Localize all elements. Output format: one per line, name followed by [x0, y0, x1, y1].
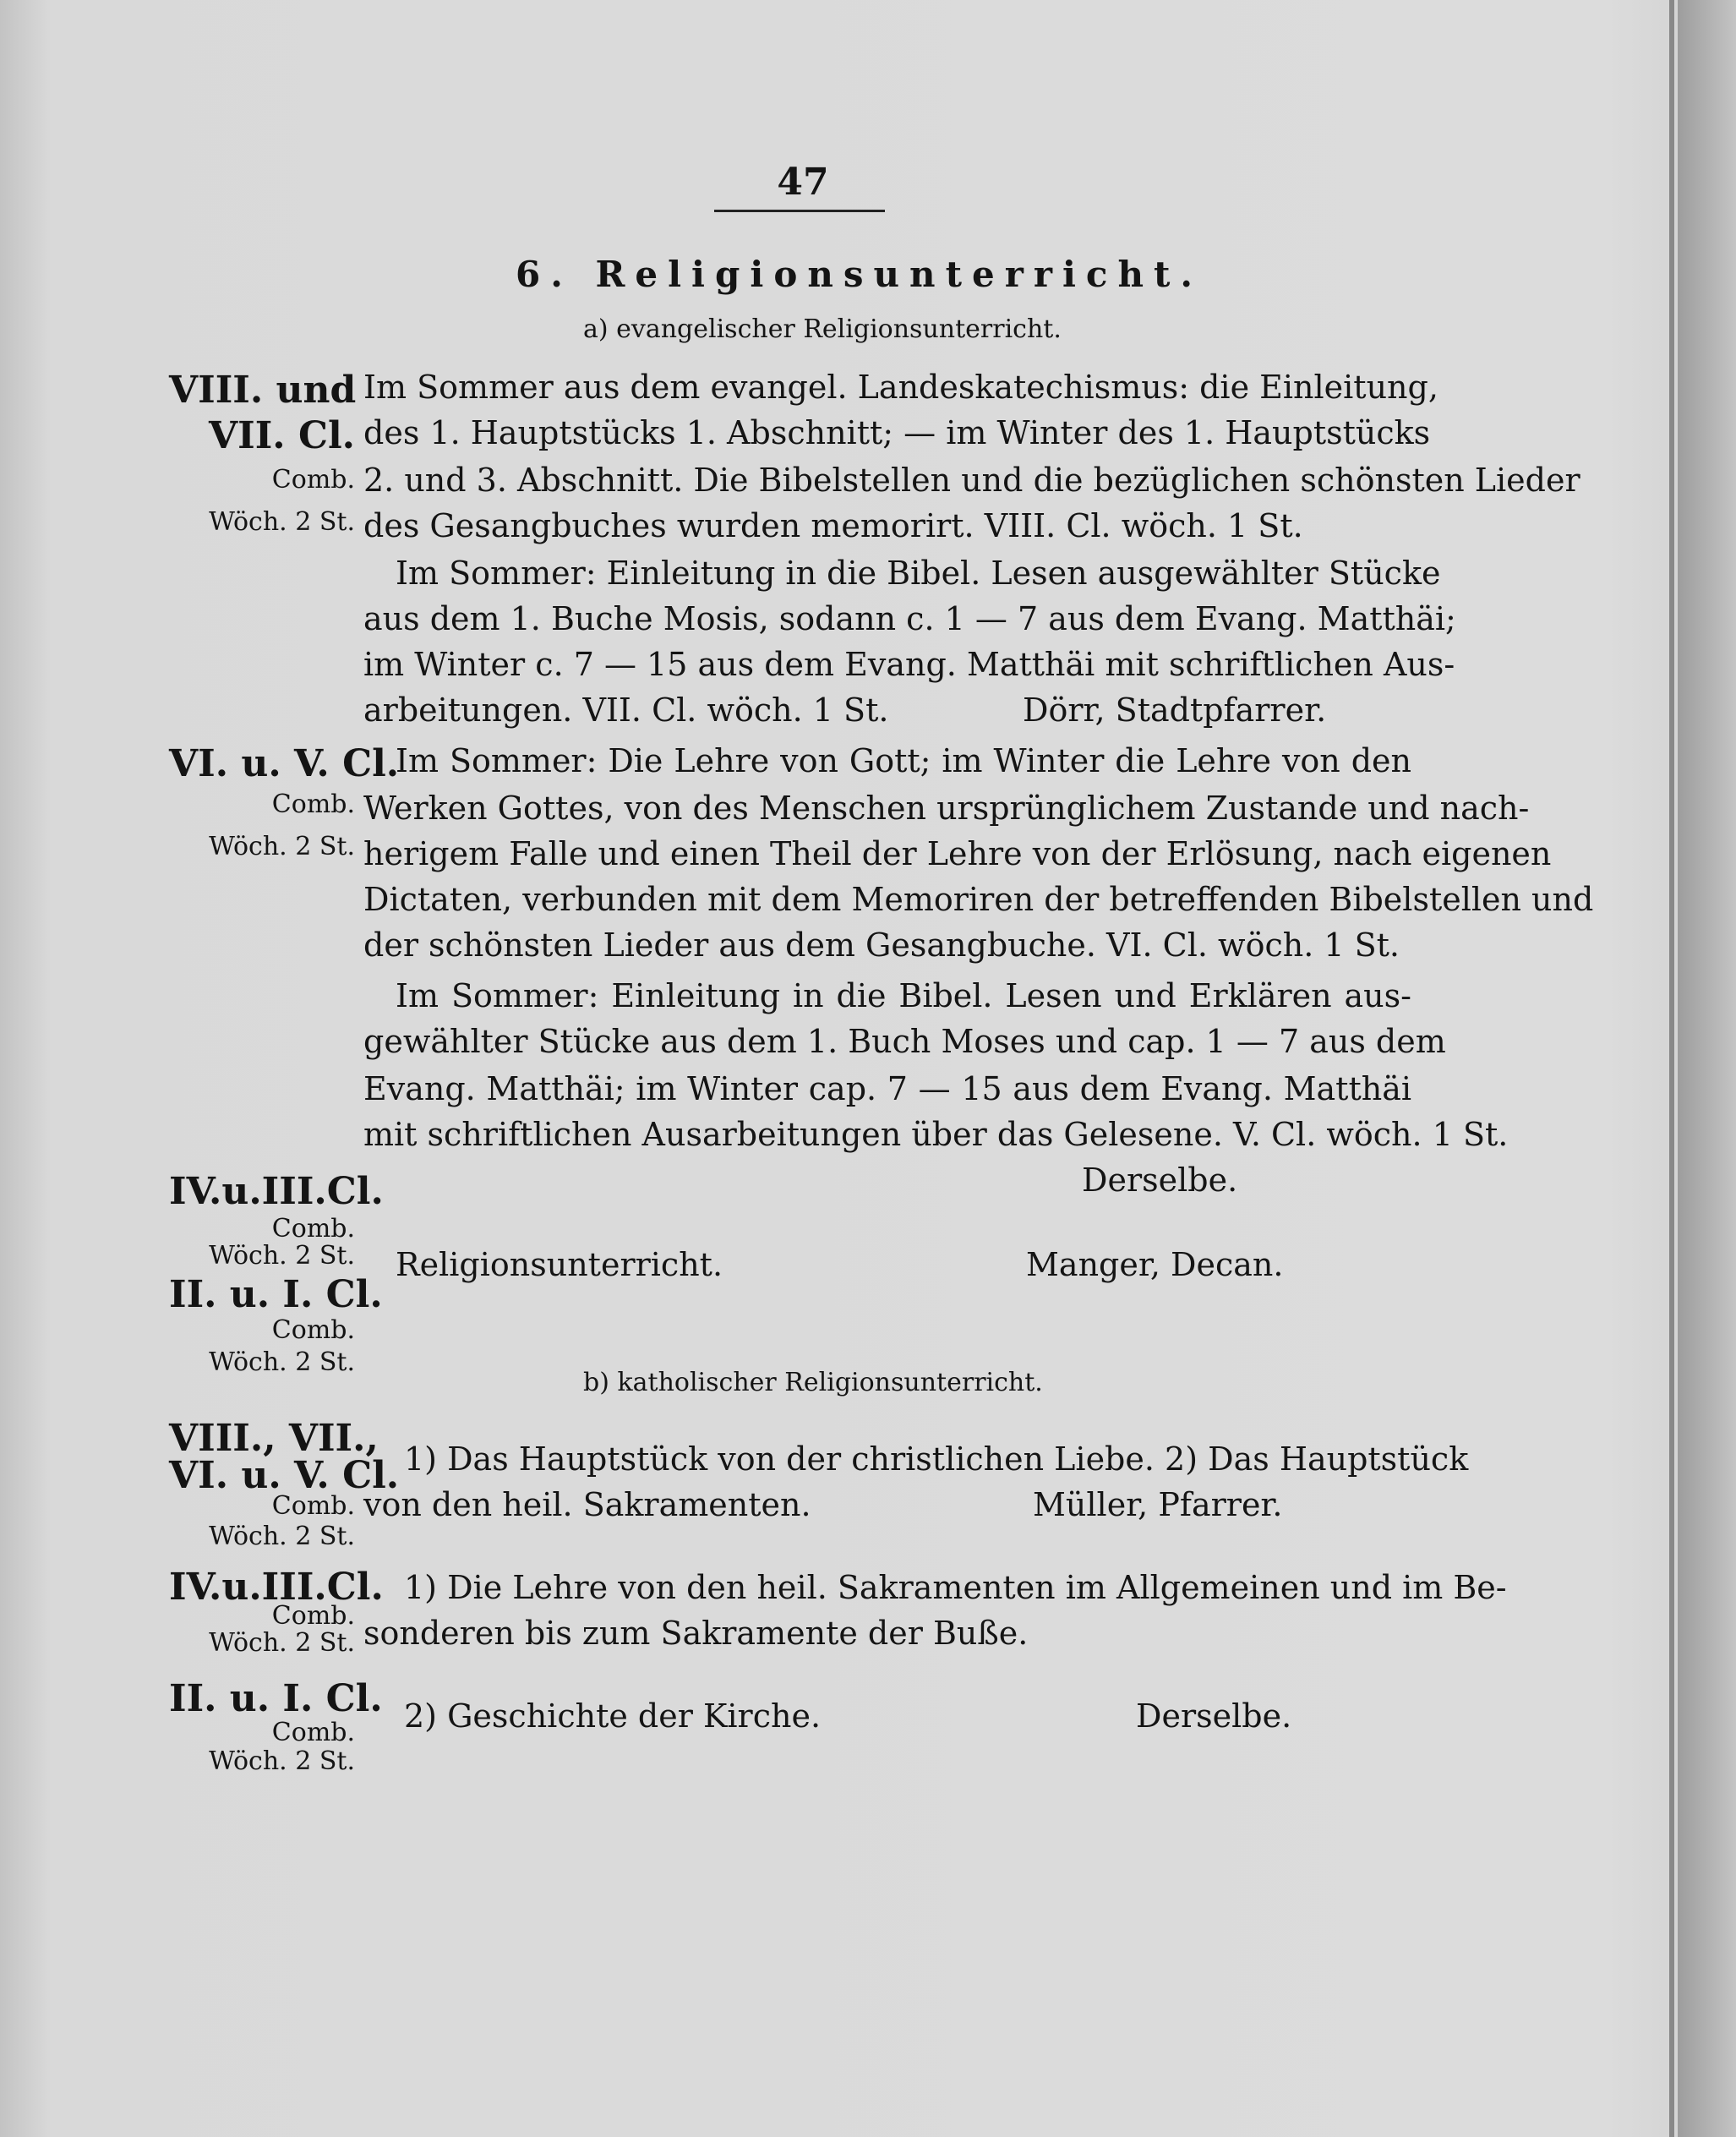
text-line: des 1. Hauptstücks 1. Abschnitt; — im Winter des 1. Hauptstücks — [363, 414, 1431, 451]
signature: Manger, Decan. — [1026, 1246, 1284, 1283]
margin-label: VI. u. V. Cl. — [169, 742, 400, 785]
margin-label: II. u. I. Cl. — [169, 1273, 383, 1316]
subsection-b-title: b) katholischer Religionsunterricht. — [583, 1368, 1043, 1397]
text-line: mit schriftlichen Ausarbeitungen über das Gelesene. V. Cl. wöch. 1 St. — [363, 1116, 1509, 1153]
text-line: gewählter Stücke aus dem 1. Buch Moses und cap. 1 — 7 aus dem — [363, 1023, 1446, 1060]
margin-label: Comb. — [271, 1601, 355, 1631]
text-line: arbeitungen. VII. Cl. wöch. 1 St. — [363, 691, 889, 729]
text-line: Evang. Matthäi; im Winter cap. 7 — 15 aus dem Evang. Matthäi — [363, 1070, 1411, 1107]
margin-label: Comb. — [271, 1491, 355, 1521]
text-line: 2. und 3. Abschnitt. Die Bibelstellen und die bezüglichen schönsten Lieder — [363, 462, 1580, 499]
text-line: der schönsten Lieder aus dem Gesangbuche. VI. Cl. wöch. 1 St. — [363, 926, 1400, 964]
text-line: 1) Das Hauptstück von der christlichen Liebe. 2) Das Hauptstück — [404, 1440, 1469, 1478]
margin-label: VIII. und — [169, 369, 357, 412]
margin-label: VIII., VII., — [169, 1417, 379, 1460]
section-title: 6. Religionsunterricht. — [516, 254, 1204, 295]
signature: Müller, Pfarrer. — [1033, 1486, 1283, 1523]
text-line: des Gesangbuches wurden memorirt. VIII. Cl. wöch. 1 St. — [363, 507, 1303, 544]
margin-label: VII. Cl. — [209, 414, 355, 457]
margin-label: Comb. — [271, 465, 355, 495]
text-line: von den heil. Sakramenten. — [363, 1486, 811, 1523]
margin-label: Wöch. 2 St. — [209, 507, 355, 537]
margin-label: Comb. — [271, 1214, 355, 1243]
text-line: sonderen bis zum Sakramente der Buße. — [363, 1615, 1029, 1652]
text-line: Im Sommer aus dem evangel. Landeskatechismus: die Einleitung, — [363, 369, 1438, 406]
text-line: 2) Geschichte der Kirche. — [404, 1697, 822, 1735]
margin-label: Wöch. 2 St. — [209, 832, 355, 861]
margin-label: Comb. — [271, 1718, 355, 1747]
margin-label: Wöch. 2 St. — [209, 1522, 355, 1551]
margin-label: Wöch. 2 St. — [209, 1347, 355, 1377]
subsection-a-title: a) evangelischer Religionsunterricht. — [583, 314, 1062, 344]
margin-label: Wöch. 2 St. — [209, 1628, 355, 1658]
text-line: aus dem 1. Buche Mosis, sodann c. 1 — 7 aus dem Evang. Matthäi; — [363, 600, 1456, 637]
text-line: im Winter c. 7 — 15 aus dem Evang. Matthäi mit schriftlichen Aus- — [363, 646, 1455, 683]
margin-label: Wöch. 2 St. — [209, 1746, 355, 1776]
signature: Derselbe. — [1082, 1161, 1238, 1199]
text-line: Im Sommer: Einleitung in die Bibel. Lesen ausgewählter Stücke — [396, 555, 1441, 592]
margin-label: II. u. I. Cl. — [169, 1677, 383, 1720]
margin-label: Comb. — [271, 1315, 355, 1345]
page-edge — [1678, 0, 1736, 2137]
book-gutter — [1669, 0, 1674, 2137]
page-number: 47 — [777, 161, 829, 204]
margin-label: IV.u.III.Cl. — [169, 1170, 384, 1213]
margin-label: IV.u.III.Cl. — [169, 1566, 384, 1609]
margin-label: Comb. — [271, 790, 355, 819]
text-line: Religionsunterricht. — [396, 1246, 723, 1283]
text-line: Im Sommer: Die Lehre von Gott; im Winter die Lehre von den — [396, 742, 1411, 779]
page-number-rule — [714, 210, 885, 212]
text-line: herigem Falle und einen Theil der Lehre von der Erlösung, nach eigenen — [363, 835, 1552, 872]
signature: Dörr, Stadtpfarrer. — [1023, 691, 1327, 729]
text-line: Werken Gottes, von des Menschen ursprünglichem Zustande und nach- — [363, 790, 1530, 827]
margin-label: VI. u. V. Cl. — [169, 1454, 400, 1497]
text-line: Im Sommer: Einleitung in die Bibel. Lesen und Erklären aus- — [396, 977, 1411, 1014]
text-line: 1) Die Lehre von den heil. Sakramenten im Allgemeinen und im Be- — [404, 1569, 1507, 1606]
signature: Derselbe. — [1136, 1697, 1292, 1735]
text-line: Dictaten, verbunden mit dem Memoriren der betreffenden Bibelstellen und — [363, 881, 1594, 918]
margin-label: Wöch. 2 St. — [209, 1241, 355, 1271]
